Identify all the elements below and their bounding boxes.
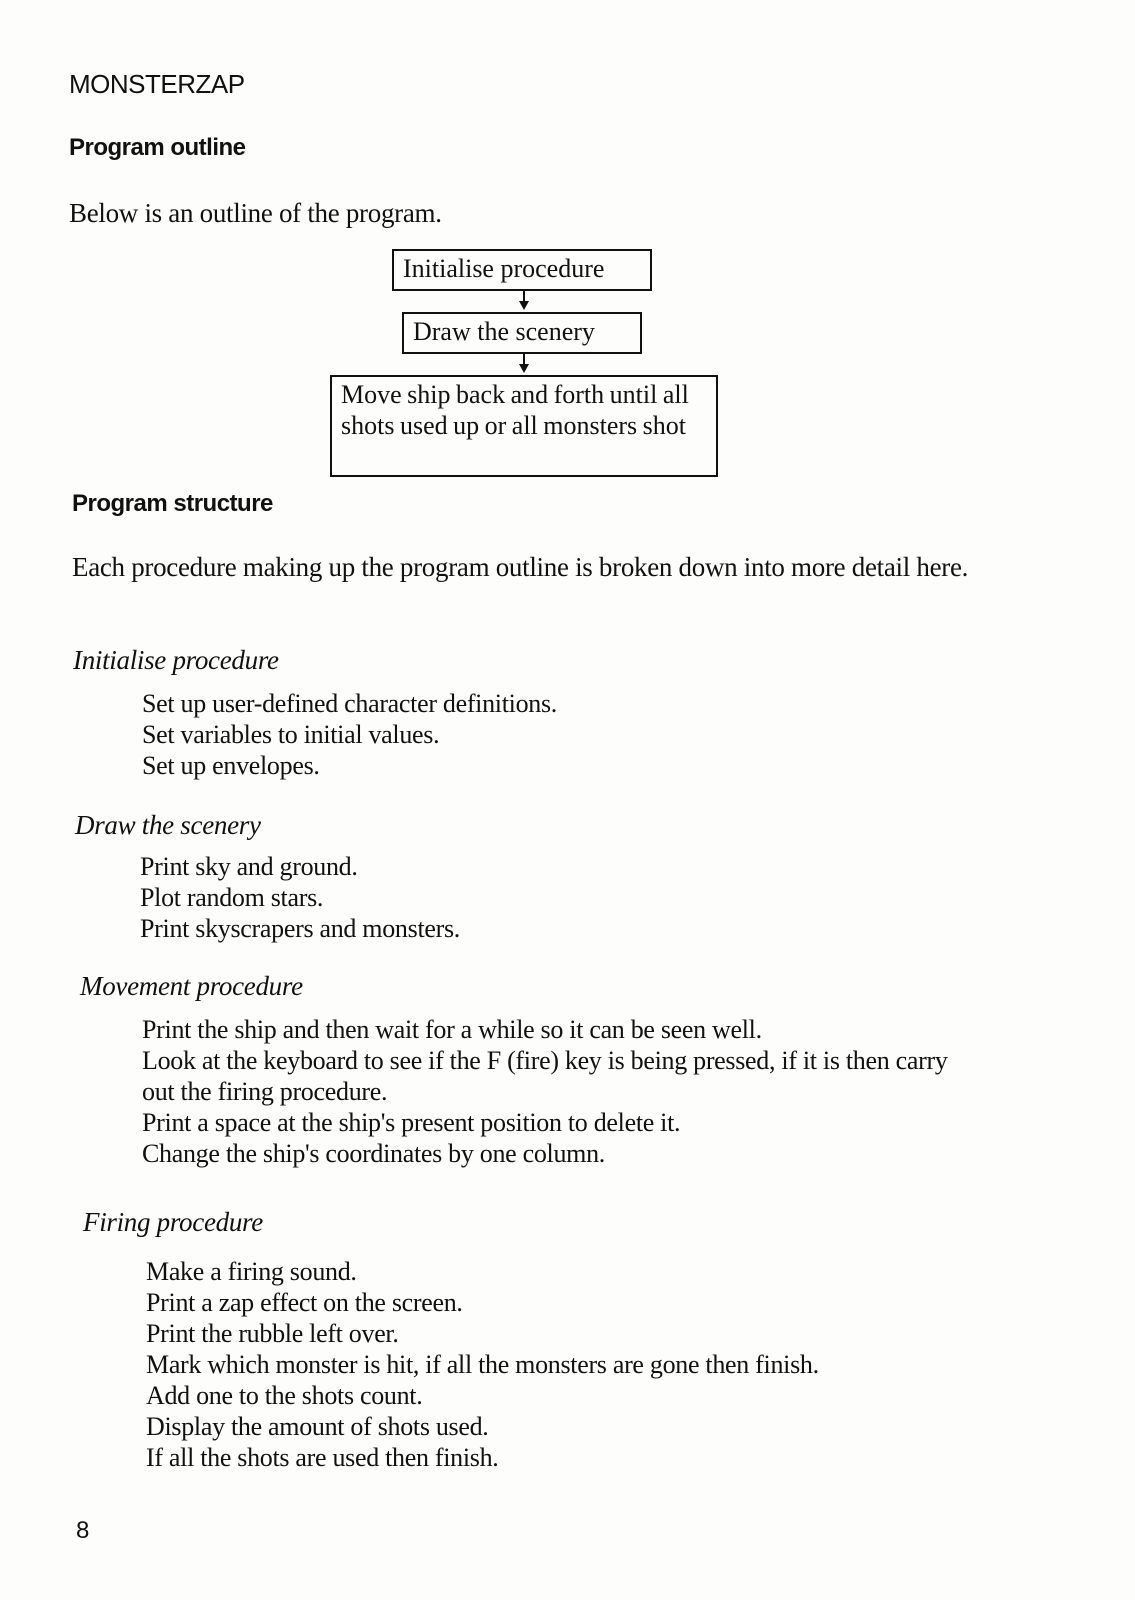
flowchart-box-initialise xyxy=(392,249,652,291)
procedure-steps-initialise xyxy=(142,688,557,781)
step-text: Set up user-defined character definitions. xyxy=(142,689,557,718)
procedure-steps-movement xyxy=(142,1014,972,1169)
page-title: MONSTERZAP xyxy=(69,69,245,99)
arrow-down-icon xyxy=(519,301,529,310)
procedure-title-scenery: Draw the scenery xyxy=(75,810,261,840)
flowchart-box-scenery xyxy=(402,312,642,354)
procedure-steps-scenery xyxy=(140,851,460,944)
structure-intro: Each procedure making up the program outline is broken down into more detail here. xyxy=(72,552,969,582)
step-text: Make a firing sound. xyxy=(146,1257,357,1286)
section-heading-outline: Program outline xyxy=(69,134,246,161)
outline-intro: Below is an outline of the program. xyxy=(69,198,442,228)
procedure-title-initialise: Initialise procedure xyxy=(73,645,279,675)
step-text: Print sky and ground. xyxy=(140,852,358,881)
step-text: Print skyscrapers and monsters. xyxy=(140,914,460,943)
step-text: Print a zap effect on the screen. xyxy=(146,1288,463,1317)
step-text: Plot random stars. xyxy=(140,883,324,912)
step-text: Add one to the shots count. xyxy=(146,1381,423,1410)
step-text: Set variables to initial values. xyxy=(142,720,440,749)
arrow-down-icon xyxy=(519,364,529,373)
step-text: Print the ship and then wait for a while so it can be seen well. xyxy=(142,1015,762,1044)
step-text: Change the ship's coordinates by one column. xyxy=(142,1139,606,1168)
step-text: Print the rubble left over. xyxy=(146,1319,399,1348)
step-text: Print a space at the ship's present position to delete it. xyxy=(142,1108,681,1137)
procedure-steps-firing xyxy=(146,1256,819,1473)
flowchart-box-move-ship xyxy=(330,375,718,477)
flowchart-box-label: Initialise procedure xyxy=(403,254,605,283)
step-text: Mark which monster is hit, if all the monsters are gone then finish. xyxy=(146,1350,819,1379)
section-heading-structure: Program structure xyxy=(72,490,273,517)
procedure-title-firing: Firing procedure xyxy=(83,1207,263,1237)
step-text: Display the amount of shots used. xyxy=(146,1412,489,1441)
step-text: If all the shots are used then finish. xyxy=(146,1443,499,1472)
step-text: Set up envelopes. xyxy=(142,751,320,780)
flowchart-box-label: Draw the scenery xyxy=(413,317,595,346)
step-text: Look at the keyboard to see if the F (fire) key is being pressed, if it is then carry out the firing procedure. xyxy=(142,1046,948,1106)
flowchart-box-label: Move ship back and forth until all shots used up or all monsters shot xyxy=(341,380,689,440)
page-number: 8 xyxy=(76,1517,90,1544)
procedure-title-movement: Movement procedure xyxy=(80,971,303,1001)
